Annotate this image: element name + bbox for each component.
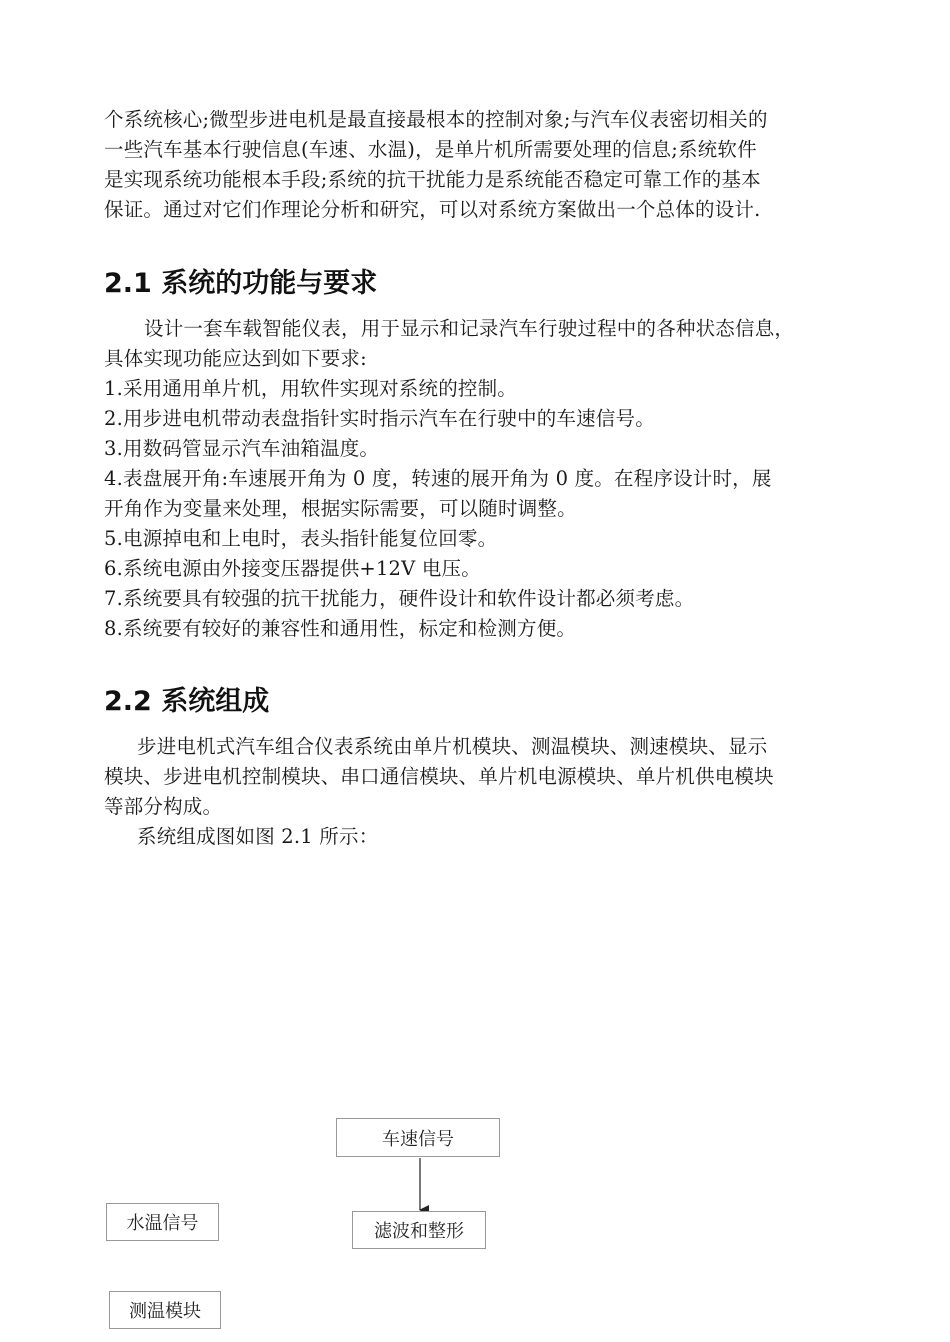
requirements-list — [104, 374, 848, 644]
section-heading-2-1: 2.1 系统的功能与要求 — [104, 268, 378, 299]
paragraph-line: 步进电机式汽车组合仪表系统由单片机模块、测温模块、测速模块、显示 — [137, 735, 768, 758]
intro-line: 是实现系统功能根本手段;系统的抗干扰能力是系统能否稳定可靠工作的基本 — [104, 168, 761, 191]
list-item: 3.用数码管显示汽车油箱温度。 — [104, 437, 380, 460]
list-item: 6.系统电源由外接变压器提供+12V 电压。 — [104, 557, 481, 580]
figure-reference: 系统组成图如图 2.1 所示： — [137, 825, 379, 848]
intro-line: 个系统核心;微型步进电机是最直接最根本的控制对象;与汽车仪表密切相关的 — [104, 108, 768, 131]
list-item: 5.电源掉电和上电时，表头指针能复位回零。 — [104, 527, 498, 550]
list-item: 2.用步进电机带动表盘指针实时指示汽车在行驶中的车速信号。 — [104, 407, 655, 430]
intro-line: 一些汽车基本行驶信息(车速、水温)，是单片机所需要处理的信息;系统软件 — [104, 138, 757, 161]
paragraph-line: 等部分构成。 — [104, 795, 223, 818]
intro-line: 保证。通过对它们作理论分析和研究，可以对系统方案做出一个总体的设计. — [104, 198, 761, 221]
list-item: 4.表盘展开角:车速展开角为 0 度，转速的展开角为 0 度。在程序设计时，展 — [104, 467, 772, 490]
temp-module-label: 测温模块 — [129, 1301, 201, 1322]
section-2-2-paragraph — [104, 732, 848, 852]
temp-module-box — [109, 1291, 221, 1329]
intro-paragraph — [104, 105, 848, 225]
water-temp-signal-label: 水温信号 — [126, 1213, 199, 1234]
section-heading-2-2: 2.2 系统组成 — [104, 686, 270, 717]
water-temp-signal-box — [106, 1203, 219, 1241]
paragraph-line: 设计一套车载智能仪表，用于显示和记录汽车行驶过程中的各种状态信息， — [144, 317, 795, 340]
list-item: 8.系统要有较好的兼容性和通用性，标定和检测方便。 — [104, 617, 577, 640]
filter-shaping-label: 滤波和整形 — [374, 1221, 464, 1242]
paragraph-line: 具体实现功能应达到如下要求: — [104, 347, 367, 370]
list-item: 7.系统要具有较强的抗干扰能力，硬件设计和软件设计都必须考虑。 — [104, 587, 695, 610]
filter-shaping-box — [352, 1211, 486, 1249]
section-2-1-paragraph — [104, 314, 848, 374]
list-item: 开角作为变量来处理，根据实际需要，可以随时调整。 — [104, 497, 577, 520]
speed-signal-box — [336, 1118, 500, 1157]
paragraph-line: 模块、步进电机控制模块、串口通信模块、单片机电源模块、单片机供电模块 — [104, 765, 774, 788]
list-item: 1.采用通用单片机，用软件实现对系统的控制。 — [104, 377, 518, 400]
speed-signal-label: 车速信号 — [382, 1128, 454, 1150]
